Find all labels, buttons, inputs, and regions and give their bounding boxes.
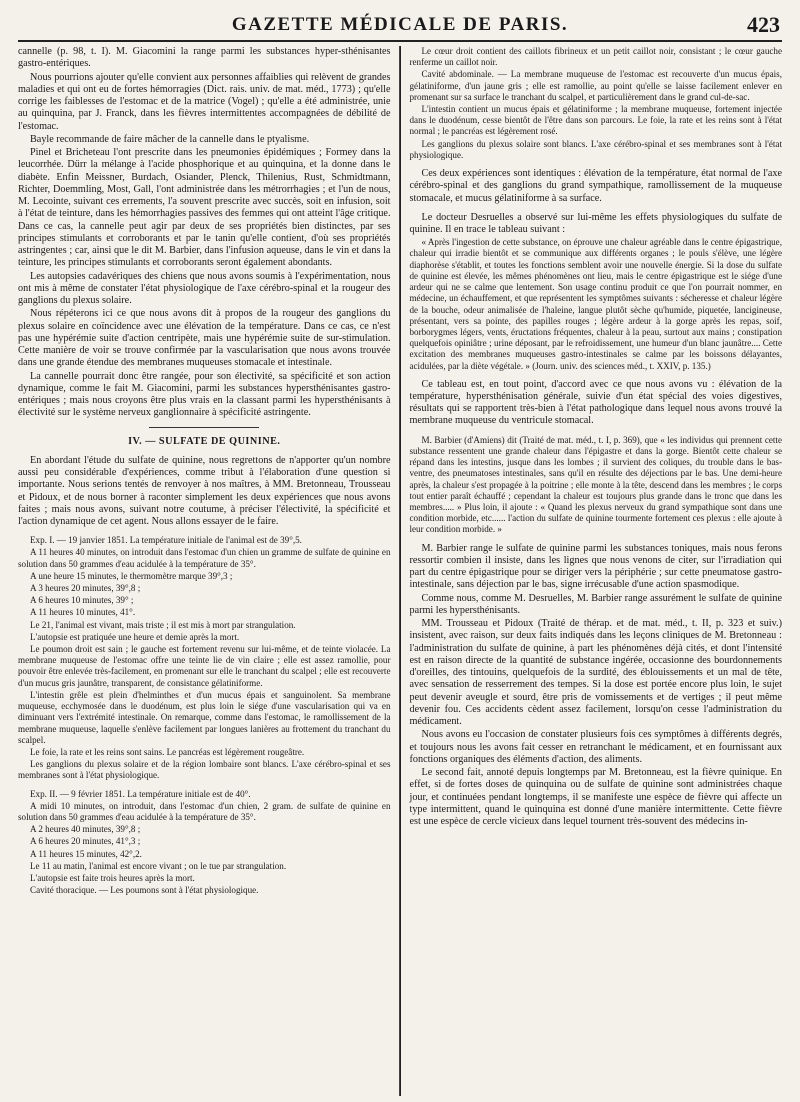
paragraph: Nous répéterons ici ce que nous avons dit à propos de la rougeur des ganglions du plexus solaire en coïncidence avec une élévation de la température. Dans ce cas, ce n'est pas une hypérémie suite d'action centripète, mais une hypérémie suite de sur-stimulation. Cette manière de voir se trouve confirmée par la vascularisation que nous avons trouvée dans une grande étendue des membranes muqueuses stomacale et intestinale.: [18, 308, 391, 369]
masthead-title: GAZETTE MÉDICALE DE PARIS.: [231, 14, 569, 35]
paragraph: Nous pourrions ajouter qu'elle convient aux personnes affaiblies qui relèvent de grandes maladies et qui ont eu de fortes hémorragies (Dict. rais. univ. de mat. méd., 1773) ; qu'elle corrige les faiblesses de l'estomac et de la matrice (Vogel) ; qu'elle a été administrée, unie au quinquina, par J. Franck, dans les fièvres intermittentes accompagnées de débilité de l'estomac.: [18, 71, 391, 132]
paragraph: Pinel et Bricheteau l'ont prescrite dans les pneumonies épidémiques ; Formey dans la leucorrhée. Dürr la mélange à l'acide phosphorique et au quinquina, et la donne dans le diabète. Enfin Meissner, Burdach, Osiander, Plenck, Thilenius, Rust, Schmidtmann, Richter, Doemmling, Most, Gall, l'ont administrée dans les métrorrhagies ; et l'un de nous, M. Lecointe, suivant ces errements, l'a souvent prescrite avec succès, soit en infusion, soit à l'état de teinture, dans les hémorrhagies passives des femmes qui ont atteint l'âge critique. Dans ce cas, la cannelle peut agir par deux de ses propriétés bien distinctes, par ses principes stimulants et corroborants et par le tanin qu'elle contient, d'où ses propriétés astringentes ; car, ainsi que le dit M. Barbier, dans l'infusion aqueuse, dans le vin et dans la teinture, les principes stimulants et corroborants seront également abondants.: [18, 147, 391, 269]
paragraph: Le cœur droit contient des caillots fibrineux et un petit caillot noir, consistant ; le cœur gauche renferme un caillot noir.: [409, 46, 782, 68]
paragraph: L'intestin contient un mucus épais et gélatiniforme ; la membrane muqueuse, fortement injectée dans le duodénum, cesse bientôt de l'être dans son parcours. Le foie, la rate et les reins sont à l'état normal ; le pancréas est légèrement rosé.: [409, 104, 782, 137]
paragraph: En abordant l'étude du sulfate de quinine, nous regrettons de n'apporter qu'un nombre aussi peu considérable d'expériences, comme tribut à l'élaboration d'une question si importante. Nous serions tentés de renvoyer à nos maîtres, à MM. Bretonneau, Trousseau et Pidoux, et de nous borner à raconter simplement les deux expériences que nous avons faites ; mais nous avons, suivant notre coutume, à préciser l'électivité, la spécificité et l'action dynamique de cet agent. Nous allons essayer de le faire.: [18, 454, 391, 527]
paragraph: Nous avons eu l'occasion de constater plusieurs fois ces symptômes à différents degrés, et toujours nous les avons fait cesser en retranchant le médicament, et en fournissant aux fonctions organiques des éléments d'action, des aliments.: [409, 729, 782, 765]
paragraph: Les ganglions du plexus solaire sont blancs. L'axe cérébro-spinal et ses membranes sont à l'état physiologique.: [409, 138, 782, 160]
paragraph: Cavité thoracique. — Les poumons sont à l'état physiologique.: [30, 885, 259, 896]
paragraph: Ce tableau est, en tout point, d'accord avec ce que nous avons vu : élévation de la température, hypersthénisation générale, suivie d'un état spécial des voies digestives, résultats qui se rapportent très-bien à l'état pathologique dans lequel nous avons trouvé la membrane muqueuse du ventricule stomacal.: [409, 378, 782, 427]
quotation: « Après l'ingestion de cette substance, on éprouve une chaleur agréable dans le centre épigastrique, chaleur qui irradie bientôt et se communique aux différents organes ; le pouls s'élève, une légère diaphorèse s'établit, et toutes les fonctions semblent avoir une nouvelle énergie. Si la dose du sulfate de quinine est élevée, les mêmes phénomènes ont lieu, mais le centre épigastrique est le siége d'une ardeur qui ne se calme que lentement. Son usage continu produit ce que l'on pourrait nommer, en médecine, un échauffement, et que représentent les symptômes suivants : sécheresse et chaleur légère de la bouche, odeur animalisée de l'haleine, langue plutôt sèche qu'humide, piquetée, lancigineuse, présentant, vers sa pointe, des papilles rouges ; légère ardeur à la gorge après les repas, soif, borborygmes légers, vents, éructations fréquentes, chaleur à la peau, surtout aux mains ; constipation quelquefois opiniâtre ; urine déposant, par le refroidissement, une humeur d'un blanc jaunâtre.... Cette excitation des membranes muqueuses gastro-intestinales se calme par les boissons délayantes, acidulées, par la diète végétale. » (Journ. univ. des sciences méd., t. XXIV, p. 135.): [409, 237, 782, 371]
paragraph: Le second fait, annoté depuis longtemps par M. Bretonneau, est la fièvre quinique. En effet, si de fortes doses de quinquina ou de sulfate de quinine sont administrées chaque jour, et continuées pendant longtemps, il se manifeste une espèce de fièvre qui affecte un type intermittent, quand le quinquina est donné d'une manière intermittente. Cette fièvre est une espèce de cercle vicieux dans lequel tournent très-souvent des médecins in-: [409, 767, 782, 828]
reading-line: A 11 heures 10 minutes, 41°.: [30, 607, 136, 618]
paragraph: La cannelle pourrait donc être rangée, pour son électivité, sa spécificité et son action dynamique, comme le fait M. Giacomini, parmi les substances hypersthénisantes gastro-entériques ; mais nous croyons être plus vrais en la classant parmi les hypersthénisants à électivité sur le système nerveux ganglionnaire à spécificité astringente.: [18, 370, 391, 419]
reading-line: A 6 heures 20 minutes, 41°,3 ;: [30, 836, 141, 847]
reading-line: A 11 heures 15 minutes, 42°,2.: [30, 848, 142, 859]
left-column: [18, 46, 397, 1096]
paragraph: Le foie, la rate et les reins sont sains. Le pancréas est légèrement rougeâtre.: [30, 746, 305, 757]
reading-line: A une heure 15 minutes, le thermomètre marque 39°,3 ;: [30, 570, 233, 581]
section-heading: IV. — SULFATE DE QUININE.: [128, 435, 281, 447]
paragraph: Le 11 au matin, l'animal est encore vivant ; on le tue par strangulation.: [30, 860, 287, 871]
right-column: [403, 46, 782, 1096]
paragraph: A midi 10 minutes, on introduit, dans l'estomac d'un chien, 2 gram. de sulfate de quinine en solution dans 50 grammes d'eau acidulée à la température de 35°.: [18, 800, 391, 822]
page-number: 423: [747, 12, 780, 37]
paragraph: cannelle (p. 98, t. I). M. Giacomini la range parmi les substances hyper-sthénisantes gastro-entériques.: [18, 46, 391, 70]
page-header: [18, 10, 782, 42]
paragraph: A 11 heures 40 minutes, on introduit dans l'estomac d'un chien un gramme de sulfate de quinine en solution dans 50 grammes d'eau acidulée à la température de 35°.: [18, 547, 391, 569]
columns: [18, 46, 782, 1096]
paragraph: Les autopsies cadavériques des chiens que nous avons soumis à l'expérimentation, nous ont mis à même de constater l'état physiologique de l'axe cérébro-spinal et la rougeur des ganglions du plexus solaire.: [18, 270, 391, 306]
paragraph: M. Barbier range le sulfate de quinine parmi les substances toniques, mais nous ferons ressortir combien il insiste, dans les lignes que nous venons de citer, sur l'irradiation qui part du centre épigastrique pour se diriger vers la périphérie ; sur cette pneumatose gastro-intestinale, sans déjection par le bas, signe irrécusable d'une action spasmodique.: [409, 542, 782, 591]
paragraph: Comme nous, comme M. Desruelles, M. Barbier range assurément le sulfate de quinine parmi les hypersthénisants.: [409, 592, 782, 616]
paragraph: Le 21, l'animal est vivant, mais triste ; il est mis à mort par strangulation.: [30, 619, 296, 630]
paragraph: Les ganglions du plexus solaire et de la région lombaire sont blancs. L'axe cérébro-spinal et ses membranes sont à l'état physiologique.: [18, 759, 391, 781]
reading-line: A 6 heures 10 minutes, 39° ;: [30, 595, 134, 606]
quotation: M. Barbier (d'Amiens) dit (Traité de mat. méd., t. I, p. 369), que « les individus qui prennent cette substance ressentent une grande chaleur dans l'épigastre et dans la gorge. Bientôt cette chaleur se répand dans les intestins, jusque dans les lombes ; il survient des coliques, du trouble dans le bas-ventre, des pneumatoses intestinales, sans qu'il en résulte des déjections par le bas. Une demi-heure après, la chaleur s'est propagée à la poitrine ; elle monte à la tête, descend dans les membres ; le corps tout entier paraît échauffé ; cependant la chaleur est toujours plus grande dans le tronc que dans les membres..... » Plus loin, il ajoute : « Quand les plexus nerveux du grand sympathique sont dans une condition morbide, etc...... l'action du sulfate de quinine tourmente fortement ces plexus : elle ajoute à leur condition morbide. »: [409, 434, 782, 535]
paragraph: L'autopsie est faite trois heures après la mort.: [30, 872, 195, 883]
paragraph: L'intestin grêle est plein d'helminthes et d'un mucus épais et sanguinolent. Sa membrane muqueuse, ecchymosée dans le duodénum, est plus loin le siége d'une vascularisation qui va en diminuant vers l'extrémité intestinale. On remarque, comme dans l'estomac, le ramollissement de la membrane muqueuse, laquelle s'enlève facilement par longues lanières au frottement du tranchant du scalpel.: [18, 689, 391, 745]
experiment-heading: Exp. II. — 9 février 1851. La température initiale est de 40°.: [30, 788, 251, 799]
paragraph: MM. Trousseau et Pidoux (Traité de thérap. et de mat. méd., t. II, p. 323 et suiv.) insistent, avec raison, sur deux faits indiqués dans les leçons cliniques de M. Bretonneau : l'administration du sulfate de quinine, à part les phénomènes déjà cités, et dont l'intensité est en raison directe de la quantité de substance ingérée, occasionne des bourdonnements d'oreilles, des tintouins, quelquefois de la surdité, des éblouissements et un mal de tête, avec sensation de resserrement des tempes. Si la dose est portée encore plus loin, le sujet peut devenir aveugle et sourd, être pris de vomissements et de vertiges ; il peut même devenir fou. Ces accidents cèdent assez facilement, lorsqu'on cesse l'administration du médicament.: [409, 618, 782, 728]
paragraph: Bayle recommande de faire mâcher de la cannelle dans le ptyalisme.: [30, 133, 310, 145]
column-divider: [399, 46, 402, 1096]
paragraph: Cavité abdominale. — La membrane muqueuse de l'estomac est recouverte d'un mucus épais, gélatiniforme, d'un jaune gris ; elle est ramollie, au point qu'elle se laisse facilement enlever en promenant sur sa surface le tranchant du scalpel, et particulièrement dans le grand cul-de-sac.: [409, 69, 782, 102]
separator-rule: [149, 427, 259, 428]
paragraph: Ces deux expériences sont identiques : élévation de la température, état normal de l'axe cérébro-spinal et des ganglions du grand sympathique, ramollissement de la muqueuse stomacale, et mucus gélatiniforme à sa surface.: [409, 168, 782, 204]
paragraph: Le docteur Desruelles a observé sur lui-même les effets physiologiques du sulfate de quinine. Il en trace le tableau suivant :: [409, 211, 782, 236]
paragraph: L'autopsie est pratiquée une heure et demie après la mort.: [30, 631, 240, 642]
reading-line: A 2 heures 40 minutes, 39°,8 ;: [30, 824, 141, 835]
reading-line: A 3 heures 20 minutes, 39°,8 ;: [30, 583, 141, 594]
experiment-heading: Exp. I. — 19 janvier 1851. La température initiale de l'animal est de 39°,5.: [30, 535, 302, 546]
paragraph: Le poumon droit est sain ; le gauche est fortement revenu sur lui-même, et de teinte violacée. La membrane muqueuse de l'estomac offre une teinte lie de vin claire ; elle est assez ramollie, pour pouvoir être enlevée très-facilement, en promenant sur elle le tranchant du scalpel ; elle est recouverte d'un mucus gris jaunâtre, transparent, de consistance gélatiniforme.: [18, 644, 391, 688]
